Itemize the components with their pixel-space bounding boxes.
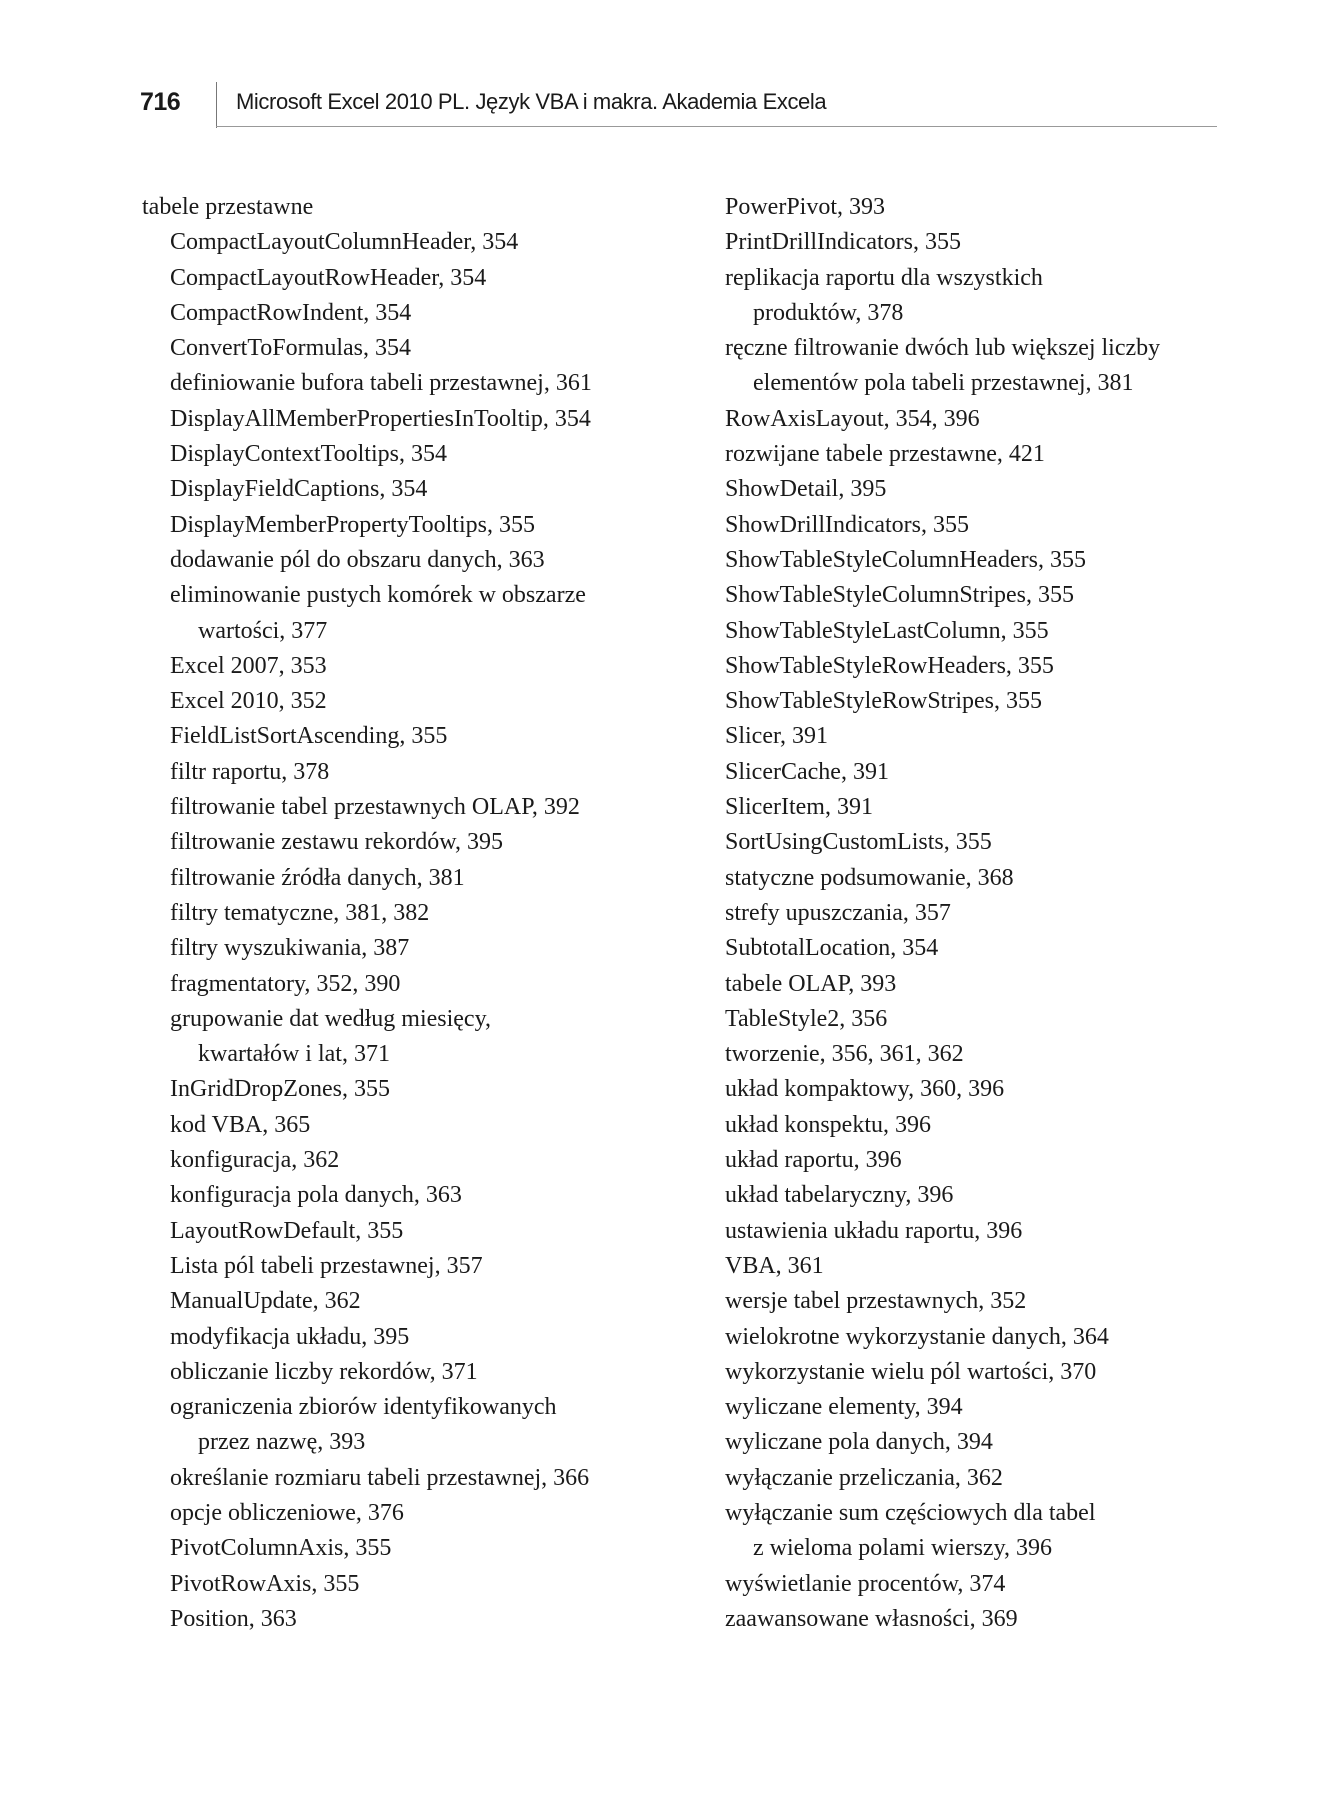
index-column-left: [142, 190, 702, 1637]
index-entry: ShowDrillIndicators, 355: [725, 511, 969, 538]
index-entry: SortUsingCustomLists, 355: [725, 829, 992, 856]
index-entry: układ raportu, 396: [725, 1147, 902, 1174]
index-entry: Slicer, 391: [725, 723, 829, 750]
index-entry: elementów pola tabeli przestawnej, 381: [753, 370, 1134, 397]
index-entry: grupowanie dat według miesięcy,: [170, 1005, 492, 1032]
index-entry: zaawansowane własności, 369: [725, 1605, 1018, 1632]
index-entry: InGridDropZones, 355: [170, 1076, 390, 1103]
index-entry: tabele przestawne: [142, 194, 314, 220]
index-entry: konfiguracja pola danych, 363: [170, 1182, 462, 1209]
index-entry: produktów, 378: [753, 299, 904, 326]
index-entry: RowAxisLayout, 354, 396: [725, 405, 980, 432]
index-entry: Excel 2007, 353: [170, 652, 327, 679]
index-entry: ograniczenia zbiorów identyfikowanych: [170, 1394, 557, 1421]
index-entry: VBA, 361: [725, 1252, 824, 1279]
index-entry: CompactLayoutColumnHeader, 354: [170, 229, 519, 256]
index-entry: ręczne filtrowanie dwóch lub większej liczby: [725, 335, 1161, 362]
index-entry: ConvertToFormulas, 354: [170, 335, 411, 362]
index-entry: SubtotalLocation, 354: [725, 935, 939, 962]
index-entry: układ kompaktowy, 360, 396: [725, 1076, 1005, 1103]
index-entry: FieldListSortAscending, 355: [170, 723, 448, 750]
index-entry: SlicerCache, 391: [725, 758, 889, 785]
index-entry: CompactLayoutRowHeader, 354: [170, 264, 487, 291]
index-entry: wielokrotne wykorzystanie danych, 364: [725, 1323, 1109, 1350]
index-entry: DisplayAllMemberPropertiesInTooltip, 354: [170, 405, 591, 432]
index-entry: dodawanie pól do obszaru danych, 363: [170, 546, 545, 573]
index-entry: kwartałów i lat, 371: [198, 1041, 390, 1068]
header-divider: [216, 82, 217, 128]
index-entry: DisplayFieldCaptions, 354: [170, 476, 428, 503]
index-entry: ShowTableStyleColumnStripes, 355: [725, 582, 1074, 609]
index-entry: wyliczane pola danych, 394: [725, 1429, 993, 1456]
page-header: [140, 82, 1217, 130]
index-column-right: [725, 190, 1245, 1637]
index-entry: rozwijane tabele przestawne, 421: [725, 441, 1045, 468]
index-entry: PowerPivot, 393: [725, 194, 886, 220]
index-entry: filtrowanie tabel przestawnych OLAP, 392: [170, 794, 580, 821]
index-entry: kod VBA, 365: [170, 1111, 311, 1138]
index-entry: wyliczane elementy, 394: [725, 1394, 963, 1421]
index-entry: wersje tabel przestawnych, 352: [725, 1288, 1027, 1315]
index-entry: ShowDetail, 395: [725, 476, 887, 503]
index-entry: opcje obliczeniowe, 376: [170, 1499, 404, 1526]
index-entry: ManualUpdate, 362: [170, 1288, 361, 1315]
index-entry: układ konspektu, 396: [725, 1111, 931, 1138]
index-entry: filtry wyszukiwania, 387: [170, 935, 410, 962]
index-entry: statyczne podsumowanie, 368: [725, 864, 1014, 891]
index-entry: fragmentatory, 352, 390: [170, 970, 401, 997]
page-number: 716: [140, 88, 181, 116]
index-entry: PrintDrillIndicators, 355: [725, 229, 961, 256]
running-title: Microsoft Excel 2010 PL. Język VBA i makra. Akademia Excela: [236, 89, 827, 114]
index-entry: filtrowanie źródła danych, 381: [170, 864, 465, 891]
index-entry: wyświetlanie procentów, 374: [725, 1570, 1006, 1597]
index-entry: konfiguracja, 362: [170, 1147, 340, 1174]
index-entry: CompactRowIndent, 354: [170, 299, 412, 326]
index-entry: ShowTableStyleColumnHeaders, 355: [725, 546, 1086, 573]
index-entry: wartości, 377: [198, 617, 328, 644]
index-entry: filtrowanie zestawu rekordów, 395: [170, 829, 503, 856]
index-entry: TableStyle2, 356: [725, 1005, 888, 1032]
index-entry: wyłączanie przeliczania, 362: [725, 1464, 1003, 1491]
index-entry: określanie rozmiaru tabeli przestawnej, 366: [170, 1464, 590, 1491]
index-entry: wykorzystanie wielu pól wartości, 370: [725, 1358, 1097, 1385]
index-entry: DisplayContextTooltips, 354: [170, 441, 447, 468]
index-entry: tabele OLAP, 393: [725, 970, 897, 997]
index-entry: tworzenie, 356, 361, 362: [725, 1041, 964, 1068]
index-entry: ustawienia układu raportu, 396: [725, 1217, 1023, 1244]
index-entry: obliczanie liczby rekordów, 371: [170, 1358, 478, 1385]
index-entry: ShowTableStyleRowHeaders, 355: [725, 652, 1054, 679]
index-entry: modyfikacja układu, 395: [170, 1323, 410, 1350]
index-entry: LayoutRowDefault, 355: [170, 1217, 404, 1244]
index-entry: PivotColumnAxis, 355: [170, 1535, 392, 1562]
index-entry: SlicerItem, 391: [725, 794, 873, 821]
header-rule: [216, 126, 1217, 127]
index-entry: przez nazwę, 393: [198, 1429, 366, 1456]
index-entry: ShowTableStyleRowStripes, 355: [725, 688, 1042, 715]
index-entry: definiowanie bufora tabeli przestawnej, 361: [170, 370, 592, 397]
index-entry: strefy upuszczania, 357: [725, 899, 951, 926]
index-entry: Position, 363: [170, 1605, 297, 1632]
index-entry: filtry tematyczne, 381, 382: [170, 899, 430, 926]
index-entry: układ tabelaryczny, 396: [725, 1182, 954, 1209]
index-entry: ShowTableStyleLastColumn, 355: [725, 617, 1049, 644]
index-entry: Excel 2010, 352: [170, 688, 327, 715]
index-entry: wyłączanie sum częściowych dla tabel: [725, 1499, 1096, 1526]
index-entry: PivotRowAxis, 355: [170, 1570, 360, 1597]
index-entry: replikacja raportu dla wszystkich: [725, 264, 1043, 291]
index-entry: DisplayMemberPropertyTooltips, 355: [170, 511, 535, 538]
index-entry: z wieloma polami wierszy, 396: [753, 1535, 1053, 1562]
index-entry: filtr raportu, 378: [170, 758, 330, 785]
index-entry: eliminowanie pustych komórek w obszarze: [170, 582, 586, 609]
index-entry: Lista pól tabeli przestawnej, 357: [170, 1252, 483, 1279]
